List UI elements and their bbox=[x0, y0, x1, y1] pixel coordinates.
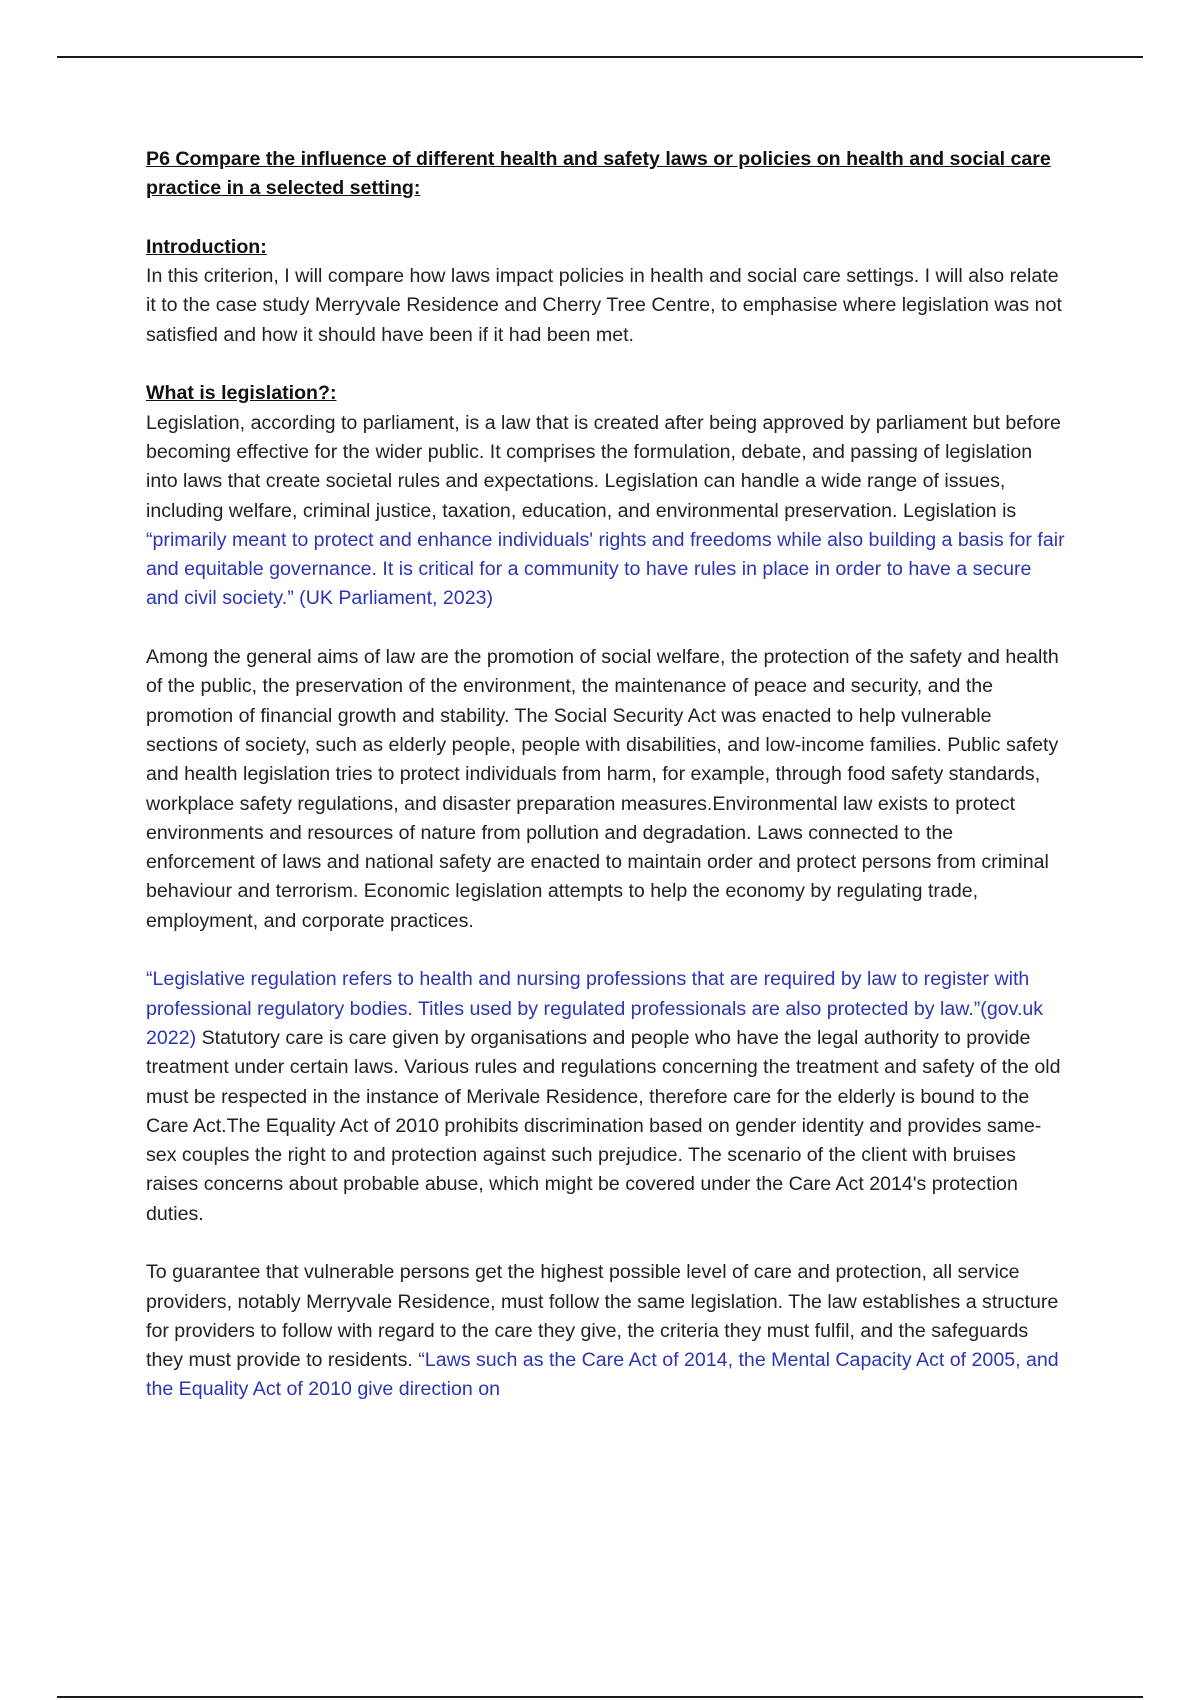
legislation-heading: What is legislation?: bbox=[146, 382, 337, 405]
top-rule bbox=[57, 56, 1143, 58]
guarantee-text: To guarantee that vulnerable persons get the highest possible level of care and protection, all service providers, notably Merryvale Residence, must follow the same legislation. The law establishes a structure for providers to follow with regard to the care they give, the criteria they must fulfil, and the safeguards they must provide to residents. bbox=[146, 1261, 1059, 1372]
gov-uk-quote: “Legislative regulation refers to health and nursing professions that are required by law to register with professional regulatory bodies. Titles used by regulated professionals are also protected by law.”(gov.uk 2022) bbox=[146, 968, 1044, 1049]
legislation-paragraph bbox=[146, 409, 1066, 614]
introduction-text: In this criterion, I will compare how laws impact policies in health and social care settings. I will also relate it to the case study Merryvale Residence and Cherry Tree Centre, to emphasise where legislation was not satisfied and how it should have been if it had been met. bbox=[146, 265, 1062, 346]
introduction-heading: Introduction: bbox=[146, 235, 267, 258]
legislation-text: Legislation, according to parliament, is a law that is created after being approved by parliament but before becoming effective for the wider public. It comprises the formulation, debate, and passing of legislation into laws that create societal rules and expectations. Legislation can handle a wide range of issues, including welfare, criminal justice, taxation, education, and environmental preservation. Legislation is bbox=[146, 411, 1061, 522]
bottom-rule bbox=[57, 1696, 1143, 1698]
regulation-paragraph bbox=[146, 965, 1066, 1229]
legislation-section bbox=[146, 379, 1066, 613]
guarantee-paragraph bbox=[146, 1258, 1066, 1404]
introduction-section bbox=[146, 233, 1066, 350]
aims-paragraph: Among the general aims of law are the promotion of social welfare, the protection of the safety and health of the public, the preservation of the environment, the maintenance of peace and security, and the promotion of financial growth and stability. The Social Security Act was enacted to help vulnerable sections of society, such as elderly people, people with disabilities, and low-income families. Public safety and health legislation tries to protect individuals from harm, for example, through food safety standards, workplace safety regulations, and disaster preparation measures.Environmental law exists to protect environments and resources of nature from pollution and degradation. Laws connected to the enforcement of laws and national safety are enacted to maintain order and protect persons from criminal behaviour and terrorism. Economic legislation attempts to help the economy by regulating trade, employment, and corporate practices. bbox=[146, 646, 1059, 932]
uk-parliament-quote: “primarily meant to protect and enhance individuals' rights and freedoms while also building a basis for fair and equitable governance. It is critical for a community to have rules in place in order to have a secure and civil society.” (UK Parliament, 2023) bbox=[146, 528, 1065, 610]
document-title: P6 Compare the influence of different health and safety laws or policies on health and social care practice in a selected setting: bbox=[146, 148, 1051, 200]
document-body bbox=[146, 145, 1066, 1434]
regulation-text: Statutory care is care given by organisations and people who have the legal authority to provide treatment under certain laws. Various rules and regulations concerning the treatment and safety of the old must be respected in the instance of Merivale Residence, therefore care for the elderly is bound to the Care Act.The Equality Act of 2010 prohibits discrimination based on gender identity and provides same-sex couples the right to and protection against such prejudice. The scenario of the client with bruises raises concerns about probable abuse, which might be covered under the Care Act 2014's protection duties. bbox=[146, 1026, 1061, 1225]
care-act-quote: “Laws such as the Care Act of 2014, the Mental Capacity Act of 2005, and the Equality Act of 2010 give direction on bbox=[146, 1349, 1059, 1401]
